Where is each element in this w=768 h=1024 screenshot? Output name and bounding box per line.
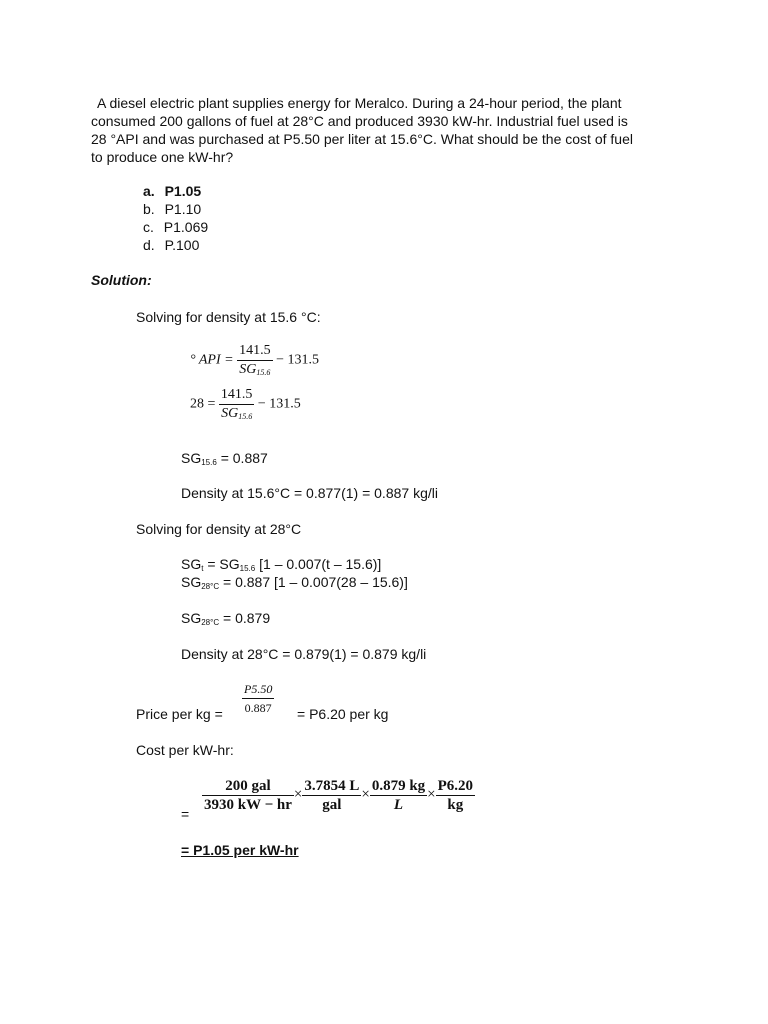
choice-text: P1.10 — [164, 201, 202, 217]
sg-t-sub: t — [201, 564, 204, 573]
term4-numerator: P6.20 — [437, 778, 474, 794]
density-15: Density at 15.6°C = 0.877(1) = 0.887 kg/li — [181, 485, 438, 501]
step2-heading: Solving for density at 28°C — [136, 521, 302, 537]
sub-denominator — [219, 405, 255, 423]
cost-term-4 — [436, 777, 475, 814]
choice-c — [143, 219, 208, 236]
sub-numerator: 141.5 — [219, 386, 255, 405]
api-tail: − 131.5 — [276, 352, 319, 368]
term4-denominator: kg — [447, 797, 464, 813]
sg-15-sub: 15.6 — [239, 564, 256, 573]
api-den-sub: 15.6 — [256, 368, 271, 377]
sub-lhs: 28 = — [190, 396, 216, 412]
cost-eq-sign: = — [181, 806, 190, 822]
api-equation — [190, 342, 319, 379]
problem-line-4: to produce one kW-hr? — [91, 149, 234, 165]
choice-letter: a. — [143, 183, 155, 199]
problem-line-2: consumed 200 gallons of fuel at 28°C and produced 3930 kW-hr. Industrial fuel used is — [91, 113, 628, 129]
price-frac-body — [242, 680, 274, 717]
sg28-substitution — [181, 574, 408, 591]
sub-den-sub: 15.6 — [238, 412, 253, 421]
api-substitution — [190, 386, 301, 423]
choice-a — [143, 183, 201, 200]
sub-fraction — [219, 386, 255, 423]
api-fraction — [237, 342, 273, 379]
sg-formula — [181, 556, 381, 573]
times-sign: × — [427, 786, 436, 803]
sg28r-sub: 28°C — [201, 618, 220, 627]
sg28-expr: = 0.887 [1 – 0.007(28 – 15.6)] — [219, 574, 408, 590]
step1-heading: Solving for density at 15.6 °C: — [136, 309, 321, 325]
api-numerator: 141.5 — [237, 342, 273, 361]
problem-line-1: A diesel electric plant supplies energy for Meralco. During a 24-hour period, the plant — [97, 95, 622, 111]
cost-term-3 — [370, 777, 427, 814]
choice-text: P.100 — [164, 237, 200, 253]
price-numerator — [242, 680, 274, 699]
sg-eq: = SG — [203, 556, 240, 572]
term2-numerator: 3.7854 L — [304, 778, 360, 794]
price-denominator: 0.887 — [244, 701, 272, 715]
final-answer: = P1.05 per kW-hr — [181, 842, 299, 858]
cost-equation — [202, 777, 475, 814]
times-sign: × — [361, 786, 370, 803]
choice-letter: d. — [143, 237, 155, 253]
cost-term-1 — [202, 777, 294, 814]
api-lhs: ° API = — [190, 352, 234, 368]
sg28-label: SG — [181, 574, 202, 590]
sg28-sub: 28°C — [201, 582, 220, 591]
choice-text: P1.05 — [164, 183, 202, 199]
term2-denominator: gal — [322, 797, 342, 813]
price-fraction — [242, 680, 274, 717]
sg28r-value: = 0.879 — [219, 610, 271, 626]
term1-numerator: 200 gal — [202, 777, 294, 796]
sg-value: = 0.887 — [216, 450, 268, 466]
problem-line-3: 28 °API and was purchased at P5.50 per liter at 15.6°C. What should be the cost of fuel — [91, 131, 633, 147]
solution-heading: Solution: — [91, 272, 152, 288]
sg-sub: 15.6 — [201, 458, 217, 467]
sg-label: SG — [181, 450, 202, 466]
api-denominator — [237, 361, 273, 379]
price-num-text: P5.50 — [244, 682, 273, 696]
term1-denominator: 3930 kW − hr — [204, 797, 292, 813]
sg-t-label: SG — [181, 556, 202, 572]
sg15-result — [181, 450, 268, 467]
sg-formula-tail: [1 – 0.007(t – 15.6)] — [255, 556, 382, 572]
sub-den-symbol: SG — [221, 406, 239, 421]
choice-d — [143, 237, 199, 254]
cost-term-2 — [302, 777, 361, 814]
choice-letter: c. — [143, 219, 154, 235]
choice-b — [143, 201, 201, 218]
term3-numerator: 0.879 kg — [371, 778, 426, 794]
choice-letter: b. — [143, 201, 155, 217]
price-result: = P6.20 per kg — [297, 706, 389, 722]
sub-tail: − 131.5 — [257, 396, 301, 412]
sg28r-label: SG — [181, 610, 202, 626]
cost-heading: Cost per kW-hr: — [136, 742, 234, 758]
times-sign: × — [293, 786, 303, 803]
term3-denominator: L — [393, 797, 404, 813]
sg28-result — [181, 610, 270, 627]
choice-text: P1.069 — [163, 219, 209, 235]
price-label: Price per kg = — [136, 706, 223, 722]
api-den-symbol: SG — [239, 362, 257, 377]
density-28: Density at 28°C = 0.879(1) = 0.879 kg/li — [181, 646, 427, 662]
